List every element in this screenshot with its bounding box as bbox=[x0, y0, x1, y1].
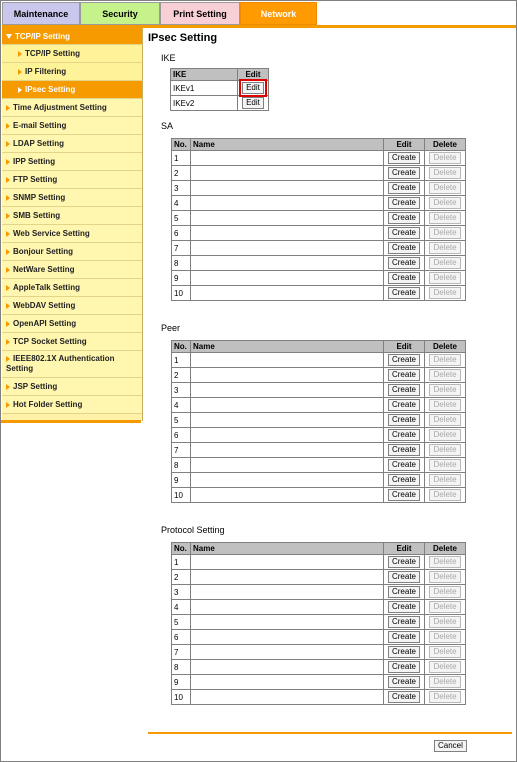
sa-delete-button: Delete bbox=[429, 287, 460, 299]
table-row bbox=[172, 615, 466, 630]
sa-delete-button: Delete bbox=[429, 167, 460, 179]
protocol-create-button[interactable]: Create bbox=[388, 601, 420, 613]
triangle-right-icon bbox=[6, 303, 10, 309]
tab-maintenance[interactable]: Maintenance bbox=[2, 2, 80, 25]
row-name bbox=[191, 166, 384, 181]
row-name bbox=[191, 181, 384, 196]
row-number: 9 bbox=[172, 675, 191, 690]
sidebar-item-jsp-setting[interactable] bbox=[2, 378, 142, 396]
sa-heading: SA bbox=[161, 121, 174, 131]
row-name bbox=[191, 256, 384, 271]
row-name bbox=[191, 585, 384, 600]
edit-col-header: Edit bbox=[384, 543, 425, 555]
table-row bbox=[172, 398, 466, 413]
row-name bbox=[191, 271, 384, 286]
sidebar-item-label: AppleTalk Setting bbox=[13, 283, 80, 292]
sidebar-item-label: TCP/IP Setting bbox=[15, 32, 70, 41]
table-row bbox=[172, 151, 466, 166]
top-tabs bbox=[2, 2, 516, 25]
peer-delete-button: Delete bbox=[429, 399, 460, 411]
triangle-right-icon bbox=[6, 105, 10, 111]
row-number: 8 bbox=[172, 256, 191, 271]
sidebar-item-label: Time Adjustment Setting bbox=[13, 103, 107, 112]
sidebar-item-label: TCP Socket Setting bbox=[13, 337, 87, 346]
table-row bbox=[172, 256, 466, 271]
sa-delete-button: Delete bbox=[429, 182, 460, 194]
tab-network[interactable]: Network bbox=[240, 2, 317, 25]
row-name bbox=[191, 151, 384, 166]
sidebar-item-openapi-setting[interactable] bbox=[2, 315, 142, 333]
delete-col-header: Delete bbox=[425, 543, 466, 555]
protocol-create-button[interactable]: Create bbox=[388, 646, 420, 658]
sidebar-item-label: WebDAV Setting bbox=[13, 301, 76, 310]
sidebar-item-label: Hot Folder Setting bbox=[13, 400, 83, 409]
row-number: 7 bbox=[172, 645, 191, 660]
sidebar-footer-bar bbox=[1, 420, 141, 423]
sidebar-item-label: LDAP Setting bbox=[13, 139, 64, 148]
peer-create-button[interactable]: Create bbox=[388, 384, 420, 396]
triangle-right-icon bbox=[18, 87, 22, 93]
ikev2-edit-button[interactable]: Edit bbox=[242, 97, 264, 109]
sa-create-button[interactable]: Create bbox=[388, 197, 420, 209]
row-number: 3 bbox=[172, 383, 191, 398]
sidebar-item-label: E-mail Setting bbox=[13, 121, 67, 130]
row-number: 2 bbox=[172, 166, 191, 181]
row-name bbox=[191, 690, 384, 705]
table-row bbox=[172, 555, 466, 570]
table-row bbox=[172, 211, 466, 226]
protocol-delete-button: Delete bbox=[429, 601, 460, 613]
table-row bbox=[172, 600, 466, 615]
sa-delete-button: Delete bbox=[429, 212, 460, 224]
row-number: 2 bbox=[172, 368, 191, 383]
table-row bbox=[172, 675, 466, 690]
protocol-create-button[interactable]: Create bbox=[388, 571, 420, 583]
sidebar-item-time-adjustment-setting[interactable] bbox=[2, 99, 142, 117]
protocol-create-button[interactable]: Create bbox=[388, 676, 420, 688]
table-row bbox=[172, 383, 466, 398]
table-row bbox=[172, 286, 466, 301]
row-name bbox=[191, 555, 384, 570]
sidebar-item-tcp-ip-setting[interactable] bbox=[2, 28, 142, 45]
triangle-right-icon bbox=[6, 384, 10, 390]
row-number: 8 bbox=[172, 660, 191, 675]
row-number: 1 bbox=[172, 353, 191, 368]
sa-create-button[interactable]: Create bbox=[388, 182, 420, 194]
sidebar-item-ieee802-1x-authentication-setting[interactable] bbox=[2, 351, 142, 378]
sa-create-button[interactable]: Create bbox=[388, 242, 420, 254]
row-number: 5 bbox=[172, 413, 191, 428]
sa-create-button[interactable]: Create bbox=[388, 212, 420, 224]
table-row bbox=[172, 413, 466, 428]
table-row bbox=[172, 488, 466, 503]
sa-table bbox=[171, 138, 466, 301]
peer-create-button[interactable]: Create bbox=[388, 369, 420, 381]
table-row bbox=[172, 443, 466, 458]
protocol-delete-button: Delete bbox=[429, 676, 460, 688]
row-number: 1 bbox=[172, 151, 191, 166]
name-col-header: Name bbox=[191, 341, 384, 353]
sidebar-item-label: IP Filtering bbox=[25, 67, 67, 76]
table-row bbox=[171, 96, 269, 111]
row-number: 6 bbox=[172, 226, 191, 241]
sidebar-item-appletalk-setting[interactable] bbox=[2, 279, 142, 297]
ike-table bbox=[170, 68, 269, 111]
row-name bbox=[191, 226, 384, 241]
edit-col-header: Edit bbox=[384, 139, 425, 151]
triangle-right-icon bbox=[6, 249, 10, 255]
peer-delete-button: Delete bbox=[429, 354, 460, 366]
triangle-right-icon bbox=[6, 213, 10, 219]
protocol-create-button[interactable]: Create bbox=[388, 556, 420, 568]
sidebar-item-netware-setting[interactable] bbox=[2, 261, 142, 279]
peer-create-button[interactable]: Create bbox=[388, 399, 420, 411]
protocol-create-button[interactable]: Create bbox=[388, 631, 420, 643]
peer-create-button[interactable]: Create bbox=[388, 459, 420, 471]
triangle-right-icon bbox=[6, 321, 10, 327]
row-name bbox=[191, 660, 384, 675]
sa-delete-button: Delete bbox=[429, 242, 460, 254]
peer-create-button[interactable]: Create bbox=[388, 354, 420, 366]
table-row bbox=[172, 630, 466, 645]
ike-name: IKEv2 bbox=[171, 96, 238, 111]
peer-delete-button: Delete bbox=[429, 429, 460, 441]
sidebar-item-label: SMB Setting bbox=[13, 211, 61, 220]
row-name bbox=[191, 196, 384, 211]
triangle-right-icon bbox=[6, 159, 10, 165]
row-number: 7 bbox=[172, 443, 191, 458]
row-number: 9 bbox=[172, 271, 191, 286]
name-col-header: Name bbox=[191, 139, 384, 151]
row-number: 8 bbox=[172, 458, 191, 473]
sidebar-item-label: TCP/IP Setting bbox=[25, 49, 80, 58]
table-row bbox=[172, 241, 466, 256]
triangle-right-icon bbox=[6, 123, 10, 129]
edit-col-header: Edit bbox=[384, 341, 425, 353]
peer-create-button[interactable]: Create bbox=[388, 429, 420, 441]
table-row bbox=[172, 226, 466, 241]
sidebar-item-label: Web Service Setting bbox=[13, 229, 90, 238]
tab-print-setting[interactable]: Print Setting bbox=[160, 2, 240, 25]
sa-create-button[interactable]: Create bbox=[388, 287, 420, 299]
sa-delete-button: Delete bbox=[429, 272, 460, 284]
ike-heading: IKE bbox=[161, 53, 176, 63]
triangle-right-icon bbox=[6, 267, 10, 273]
row-name bbox=[191, 353, 384, 368]
protocol-delete-button: Delete bbox=[429, 646, 460, 658]
peer-heading: Peer bbox=[161, 323, 181, 333]
sa-delete-button: Delete bbox=[429, 257, 460, 269]
row-number: 10 bbox=[172, 690, 191, 705]
ike-col-header: IKE bbox=[171, 69, 238, 81]
row-name bbox=[191, 211, 384, 226]
sidebar-item-label: IEEE802.1X Authentication Setting bbox=[6, 354, 115, 373]
sidebar-item-snmp-setting[interactable] bbox=[2, 189, 142, 207]
table-row bbox=[171, 81, 269, 96]
row-name bbox=[191, 413, 384, 428]
sidebar-item-bonjour-setting[interactable] bbox=[2, 243, 142, 261]
protocol-delete-button: Delete bbox=[429, 616, 460, 628]
sidebar-item-tcp-socket-setting[interactable] bbox=[2, 333, 142, 351]
row-number: 6 bbox=[172, 428, 191, 443]
sa-delete-button: Delete bbox=[429, 152, 460, 164]
sidebar-item-e-mail-setting[interactable] bbox=[2, 117, 142, 135]
table-row bbox=[172, 690, 466, 705]
row-number: 1 bbox=[172, 555, 191, 570]
sa-create-button[interactable]: Create bbox=[388, 257, 420, 269]
sa-create-button[interactable]: Create bbox=[388, 167, 420, 179]
sidebar-item-label: IPsec Setting bbox=[25, 85, 76, 94]
triangle-right-icon bbox=[6, 356, 10, 362]
edit-col-header: Edit bbox=[238, 69, 269, 81]
table-row bbox=[172, 368, 466, 383]
table-row bbox=[172, 353, 466, 368]
sidebar-item-label: OpenAPI Setting bbox=[13, 319, 77, 328]
protocol-delete-button: Delete bbox=[429, 571, 460, 583]
row-name bbox=[191, 241, 384, 256]
protocol-create-button[interactable]: Create bbox=[388, 616, 420, 628]
sidebar-item-web-service-setting[interactable] bbox=[2, 225, 142, 243]
row-number: 10 bbox=[172, 286, 191, 301]
sidebar-item-label: JSP Setting bbox=[13, 382, 58, 391]
sidebar-item-label: Bonjour Setting bbox=[13, 247, 73, 256]
protocol-heading: Protocol Setting bbox=[161, 525, 225, 535]
peer-create-button[interactable]: Create bbox=[388, 414, 420, 426]
sa-delete-button: Delete bbox=[429, 227, 460, 239]
sidebar bbox=[2, 28, 143, 421]
row-number: 5 bbox=[172, 211, 191, 226]
protocol-create-button[interactable]: Create bbox=[388, 691, 420, 703]
row-number: 10 bbox=[172, 488, 191, 503]
name-col-header: Name bbox=[191, 543, 384, 555]
table-row bbox=[172, 166, 466, 181]
sa-delete-button: Delete bbox=[429, 197, 460, 209]
table-row bbox=[172, 645, 466, 660]
sidebar-item-webdav-setting[interactable] bbox=[2, 297, 142, 315]
table-row bbox=[172, 271, 466, 286]
table-row bbox=[172, 660, 466, 675]
peer-delete-button: Delete bbox=[429, 414, 460, 426]
protocol-table bbox=[171, 542, 466, 705]
tab-security[interactable]: Security bbox=[80, 2, 160, 25]
row-number: 4 bbox=[172, 196, 191, 211]
sidebar-item-label: IPP Setting bbox=[13, 157, 56, 166]
sidebar-item-hot-folder-setting[interactable] bbox=[2, 396, 142, 414]
table-row bbox=[172, 458, 466, 473]
table-row bbox=[172, 570, 466, 585]
row-number: 6 bbox=[172, 630, 191, 645]
sidebar-item-ip-filtering[interactable] bbox=[2, 63, 142, 81]
peer-table bbox=[171, 340, 466, 503]
sidebar-item-smb-setting[interactable] bbox=[2, 207, 142, 225]
protocol-delete-button: Delete bbox=[429, 586, 460, 598]
row-name bbox=[191, 630, 384, 645]
triangle-right-icon bbox=[6, 231, 10, 237]
sidebar-item-label: SNMP Setting bbox=[13, 193, 66, 202]
triangle-right-icon bbox=[6, 285, 10, 291]
triangle-right-icon bbox=[18, 51, 22, 57]
row-number: 2 bbox=[172, 570, 191, 585]
table-row bbox=[172, 585, 466, 600]
row-number: 3 bbox=[172, 585, 191, 600]
protocol-create-button[interactable]: Create bbox=[388, 586, 420, 598]
peer-create-button[interactable]: Create bbox=[388, 444, 420, 456]
protocol-delete-button: Delete bbox=[429, 691, 460, 703]
sidebar-item-ipp-setting[interactable] bbox=[2, 153, 142, 171]
sidebar-item-ftp-setting[interactable] bbox=[2, 171, 142, 189]
row-name bbox=[191, 443, 384, 458]
table-row bbox=[172, 196, 466, 211]
protocol-delete-button: Delete bbox=[429, 556, 460, 568]
sidebar-item-label: NetWare Setting bbox=[13, 265, 75, 274]
row-name bbox=[191, 458, 384, 473]
table-row bbox=[172, 473, 466, 488]
row-number: 9 bbox=[172, 473, 191, 488]
row-name bbox=[191, 615, 384, 630]
triangle-right-icon bbox=[6, 402, 10, 408]
row-name bbox=[191, 398, 384, 413]
sa-create-button[interactable]: Create bbox=[388, 227, 420, 239]
row-number: 3 bbox=[172, 181, 191, 196]
row-name bbox=[191, 600, 384, 615]
peer-delete-button: Delete bbox=[429, 384, 460, 396]
page-title: IPsec Setting bbox=[148, 32, 218, 44]
triangle-right-icon bbox=[18, 69, 22, 75]
peer-delete-button: Delete bbox=[429, 459, 460, 471]
no-col-header: No. bbox=[172, 341, 191, 353]
sidebar-item-ldap-setting[interactable] bbox=[2, 135, 142, 153]
table-row bbox=[172, 181, 466, 196]
row-name bbox=[191, 428, 384, 443]
peer-create-button[interactable]: Create bbox=[388, 474, 420, 486]
triangle-right-icon bbox=[6, 339, 10, 345]
triangle-right-icon bbox=[6, 141, 10, 147]
sidebar-item-ipsec-setting[interactable] bbox=[2, 81, 142, 99]
row-name bbox=[191, 286, 384, 301]
cancel-button[interactable]: Cancel bbox=[434, 740, 467, 752]
row-name bbox=[191, 645, 384, 660]
bottom-divider bbox=[148, 732, 512, 734]
protocol-create-button[interactable]: Create bbox=[388, 661, 420, 673]
sa-create-button[interactable]: Create bbox=[388, 272, 420, 284]
row-name bbox=[191, 488, 384, 503]
ike-name: IKEv1 bbox=[171, 81, 238, 96]
row-number: 4 bbox=[172, 398, 191, 413]
row-number: 7 bbox=[172, 241, 191, 256]
peer-delete-button: Delete bbox=[429, 369, 460, 381]
protocol-delete-button: Delete bbox=[429, 661, 460, 673]
sidebar-item-tcp-ip-setting[interactable] bbox=[2, 45, 142, 63]
row-number: 4 bbox=[172, 600, 191, 615]
peer-delete-button: Delete bbox=[429, 489, 460, 501]
peer-delete-button: Delete bbox=[429, 474, 460, 486]
table-row bbox=[172, 428, 466, 443]
peer-create-button[interactable]: Create bbox=[388, 489, 420, 501]
triangle-down-icon bbox=[6, 34, 12, 39]
row-number: 5 bbox=[172, 615, 191, 630]
row-name bbox=[191, 675, 384, 690]
sidebar-item-label: FTP Setting bbox=[13, 175, 58, 184]
protocol-delete-button: Delete bbox=[429, 631, 460, 643]
peer-delete-button: Delete bbox=[429, 444, 460, 456]
delete-col-header: Delete bbox=[425, 139, 466, 151]
row-name bbox=[191, 570, 384, 585]
no-col-header: No. bbox=[172, 139, 191, 151]
triangle-right-icon bbox=[6, 177, 10, 183]
row-name bbox=[191, 383, 384, 398]
sa-create-button[interactable]: Create bbox=[388, 152, 420, 164]
delete-col-header: Delete bbox=[425, 341, 466, 353]
ikev1-edit-button[interactable]: Edit bbox=[242, 82, 264, 94]
row-name bbox=[191, 473, 384, 488]
no-col-header: No. bbox=[172, 543, 191, 555]
row-name bbox=[191, 368, 384, 383]
triangle-right-icon bbox=[6, 195, 10, 201]
